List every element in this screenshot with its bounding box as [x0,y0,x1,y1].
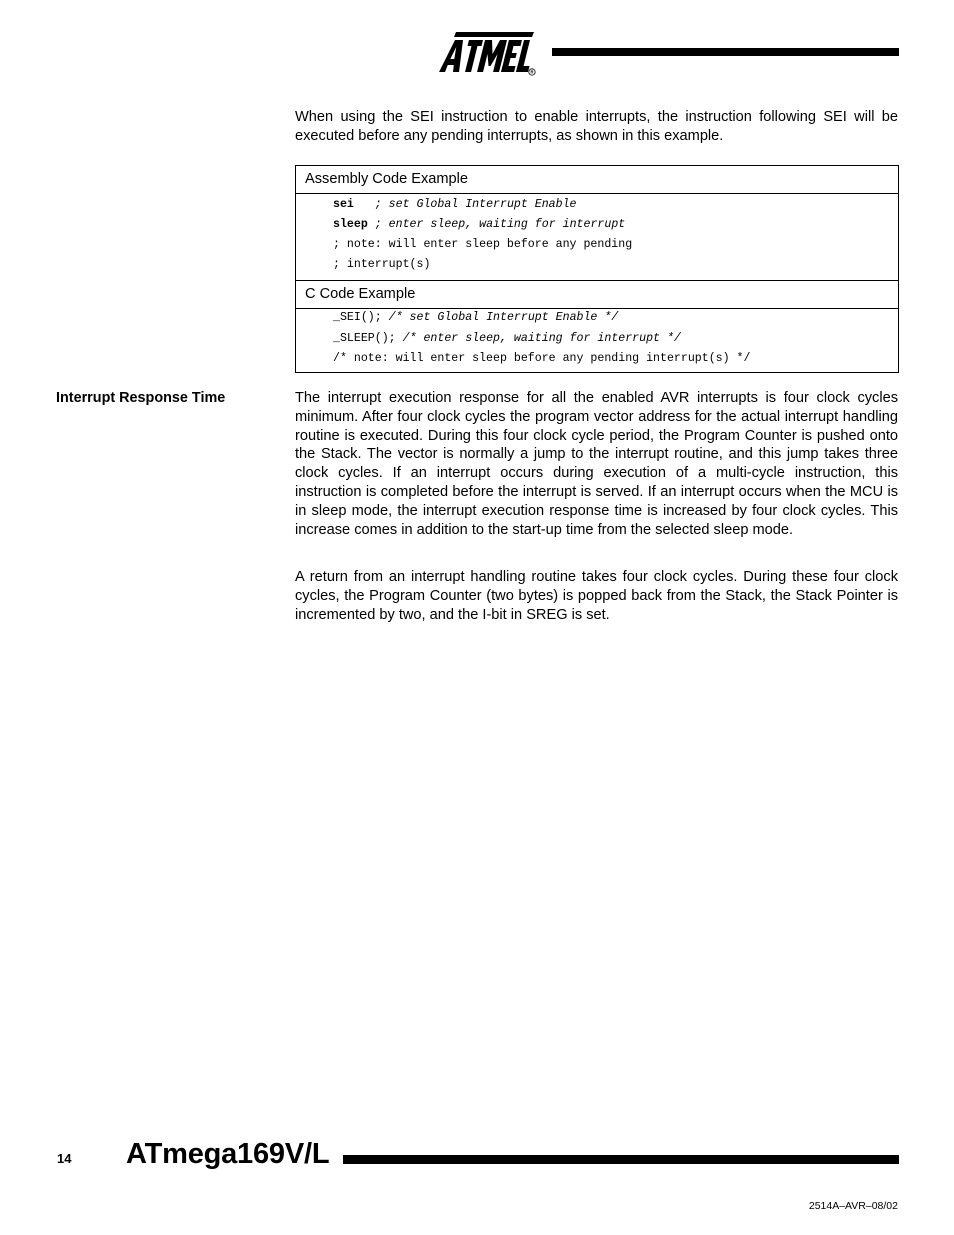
code-keyword: sleep [333,218,368,231]
intro-paragraph: When using the SEI instruction to enable interrupts, the instruction following SEI will be executed before any pending interrupts, as shown in this example. [295,109,898,144]
document-title: ATmega169V/L [126,1138,330,1170]
atmel-logo [438,28,538,78]
section-heading: Interrupt Response Time [56,390,226,406]
section-paragraph-2: A return from an interrupt handling routine takes four clock cycles. During these four clock cycles, the Program Counter (two bytes) is popped back from the Stack, the Stack Pointer is incremented by two, and the I-bit in SREG is set. [295,569,898,623]
svg-text:R: R [530,69,534,75]
code-example-box [295,165,899,373]
c-code-line [333,352,750,366]
c-code-line [333,332,681,346]
header-rule [552,48,899,56]
assembly-code-line [333,198,577,212]
code-comment: ; interrupt(s) [333,258,431,271]
code-comment: /* set Global Interrupt Enable */ [388,311,619,324]
assembly-code-line [333,238,632,252]
assembly-code-line [333,218,625,232]
assembly-code-heading: Assembly Code Example [296,166,898,194]
code-comment: /* enter sleep, waiting for interrupt */ [402,332,681,345]
assembly-code-line [333,258,430,272]
code-statement: /* note: will enter sleep before any pending interrupt(s) */ [333,352,751,365]
code-statement: _SEI(); [333,311,382,324]
document-code: 2514A–AVR–08/02 [808,1200,898,1212]
c-code-heading: C Code Example [296,280,898,309]
footer-rule [343,1155,899,1164]
section-paragraph-1: The interrupt execution response for all the enabled AVR interrupts is four clock cycles minimum. After four clock cycles the program vector address for the actual interrupt handling routine is executed. During this four clock cycle period, the Program Counter is pushed onto the Stack. The vector is normally a jump to the interrupt routine, and this jump takes three clock cycles. If an interrupt occurs during execution of a multi-cycle instruction, this instruction is completed before the interrupt is served. If an interrupt occurs when the MCU is in sleep mode, the interrupt execution response time is increased by four clock cycles. This increase comes in addition to the start-up time from the selected sleep mode. [295,390,898,538]
code-comment: ; set Global Interrupt Enable [374,198,577,211]
page-number: 14 [57,1151,72,1166]
code-statement: _SLEEP(); [333,332,396,345]
c-code-line [333,311,618,325]
code-comment: ; enter sleep, waiting for interrupt [374,218,626,231]
code-keyword: sei [333,198,354,211]
code-comment: ; note: will enter sleep before any pending [333,238,633,251]
